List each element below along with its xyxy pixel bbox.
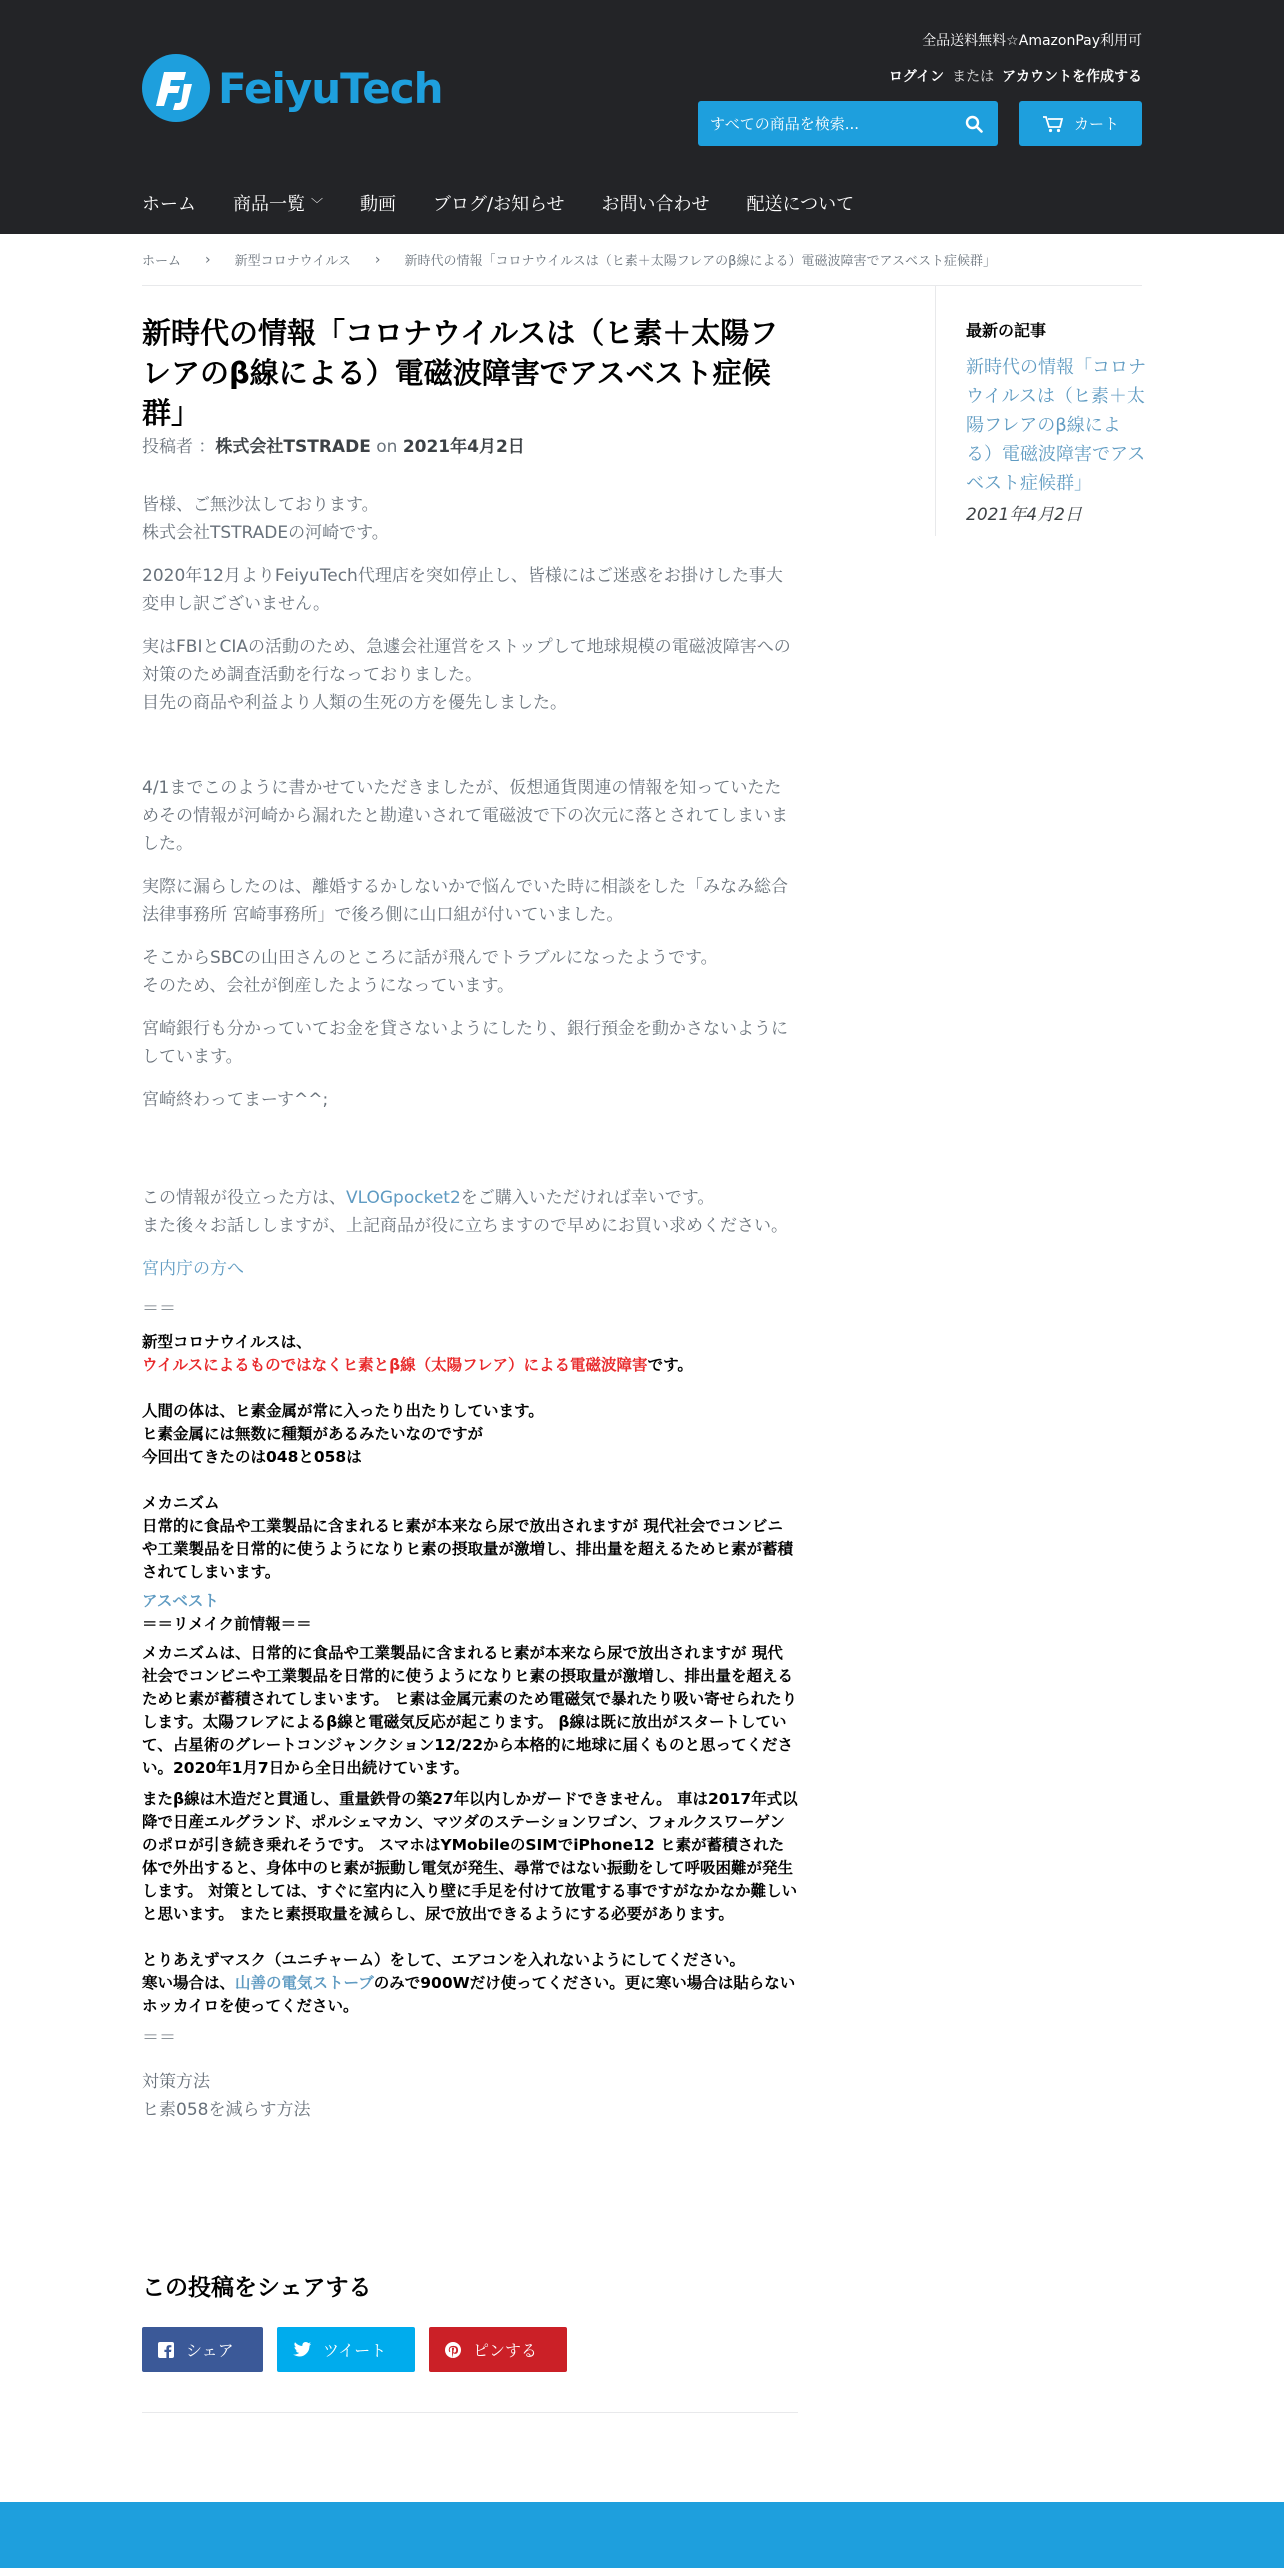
byline-on: on: [370, 437, 403, 457]
nav-blog[interactable]: ブログ/お知らせ: [433, 194, 565, 215]
paragraph: 実際に漏らしたのは、離婚するかしないかで悩んでいた時に相談をした「みなみ総合法律事務所 宮崎事務所」で後ろ側に山口組が付いていました。: [142, 877, 788, 925]
logo-text: FeiyuTech: [218, 63, 443, 113]
paragraph: そのため、会社が倒産したようになっています。: [142, 976, 514, 996]
facebook-icon: [158, 2342, 174, 2358]
breadcrumb: [142, 250, 996, 269]
cart-label: カート: [1073, 115, 1119, 133]
sidebar-article-date: 2021年4月2日: [966, 505, 1082, 525]
nav-home[interactable]: ホーム: [142, 194, 196, 215]
sidebar: [966, 318, 1146, 525]
paragraph: 4/1までこのように書かせていただきましたが、仮想通貨関連の情報を知っていたためその情報が河崎から漏れたと勘違いされて電磁波で下の次元に落とされてしまいました。: [142, 778, 788, 854]
stove-link[interactable]: 山善の電気ストーブ: [235, 1974, 374, 1992]
facebook-share-button[interactable]: [142, 2327, 263, 2372]
article-author: 株式会社TSTRADE: [215, 437, 371, 457]
separator-text: ＝＝: [142, 1299, 176, 1319]
login-link[interactable]: ログイン: [888, 69, 945, 85]
bold-paragraph: またβ線は木造だと貫通し、重量鉄骨の築27年以内しかガードできません。 車は2017年式以降で日産エルグランド、ポルシェマカン、マツダのステーションワゴン、フォルクスワーゲンのポロが引き続き乗れそうです。 スマホはYMobileのSIMでiPhone12 ヒ素が蓄積された体で外出すると、身体中のヒ素が振動し電気が発生、尋常ではない振動をして呼吸困難が発生します。 対策としては、すぐに室内に入り壁に手足を付けて放電する事ですがなかなか難しいと思います。 またヒ素摂取量を減らし、尿で放出できるようにする必要があります。: [142, 1790, 798, 1923]
promo-banner: 全品送料無料☆AmazonPay利用可: [922, 33, 1142, 49]
bold-paragraph: メカニズムは、日常的に食品や工業製品に含まれるヒ素が本来なら尿で放出されますが 現代社会でコンビニや工業製品を日常的に使うようになりヒ素の摂取量が激増し、排出量を超えるためヒ素が蓄積されてしまいます。 ヒ素は金属元素のため電磁気で暴れたり吸い寄せられたりします。太陽フレアによるβ線と電磁気反応が起こります。 β線は既に放出がスタートしていて、占星術のグレートコンジャンクション12/22から本格的に地球に届くものと思ってください。2020年1月7日から全日出続けています。: [142, 1644, 798, 1777]
paragraph: 宮崎銀行も分かっていてお金を貸さないようにしたり、銀行預金を動かさないようにしています。: [142, 1019, 788, 1067]
byline-prefix: 投稿者 ：: [142, 437, 216, 457]
nav-contact[interactable]: お問い合わせ: [601, 194, 710, 215]
logo[interactable]: [142, 54, 443, 122]
facebook-label: シェア: [186, 2341, 234, 2360]
paragraph: また後々お話ししますが、上記商品が役に立ちますので早めにお買い求めください。: [142, 1216, 788, 1236]
nav-shipping[interactable]: 配送について: [746, 194, 855, 215]
paragraph: ヒ素058を減らす方法: [142, 2100, 311, 2120]
breadcrumb-home[interactable]: ホーム: [142, 254, 182, 269]
bold-line: ヒ素金属には無数に種類があるみたいなのですが: [142, 1425, 484, 1443]
vlogpocket2-link[interactable]: VLOGpocket2: [346, 1188, 461, 1208]
separator-text: ＝＝: [142, 2028, 176, 2048]
paragraph: 対策方法: [142, 2072, 210, 2092]
asbestos-link[interactable]: アスベスト: [142, 1592, 219, 1610]
nav-video[interactable]: 動画: [360, 194, 397, 215]
paragraph: 宮崎終わってまーす^^;: [142, 1090, 329, 1110]
article-title: 新時代の情報「コロナウイルスは（ヒ素＋太陽フレアのβ線による）電磁波障害でアスベスト症候群」: [142, 316, 779, 430]
paragraph: 皆様、ご無沙汰しております。: [142, 495, 379, 515]
twitter-share-button[interactable]: [277, 2327, 415, 2372]
twitter-icon: [293, 2342, 311, 2357]
paragraph: 2020年12月よりFeiyuTech代理店を突如停止し、皆様にはご迷惑をお掛けした事大変申し訳ございません。: [142, 566, 783, 614]
create-account-link[interactable]: アカウントを作成する: [1002, 69, 1142, 85]
pinterest-label: ピンする: [473, 2341, 538, 2360]
main-nav: [142, 190, 891, 216]
text: のみで900Wだけ使ってください。更に寒い場合は貼らないホッカイロを使ってください。: [142, 1974, 796, 2015]
bold-line: 人間の体は、ヒ素金属が常に入ったり出たりしています。: [142, 1402, 544, 1420]
bold-line: メカニズム: [142, 1494, 220, 1512]
text: 寒い場合は、: [142, 1974, 236, 1992]
bold-paragraph: [142, 1972, 798, 2018]
kunaicho-link[interactable]: 宮内庁の方へ: [142, 1259, 244, 1279]
article: [142, 313, 798, 2124]
highlight-text: ウイルスによるものではなくヒ素とβ線（太陽フレア）による電磁波障害: [142, 1356, 648, 1374]
sidebar-heading: 最新の記事: [966, 321, 1047, 340]
site-header: [0, 0, 1284, 234]
sidebar-divider: [935, 286, 936, 536]
text: をご購入いただければ幸いです。: [460, 1188, 715, 1208]
share-heading: この投稿をシェアする: [142, 2275, 372, 2301]
bold-line: [142, 1354, 798, 1377]
article-byline: [142, 433, 798, 461]
logo-icon: [142, 54, 210, 122]
bold-line: 今回出てきたのは048と058は: [142, 1448, 362, 1466]
pinterest-icon: [445, 2342, 461, 2358]
bold-line: ＝＝リメイク前情報＝＝: [142, 1615, 312, 1633]
chevron-down-icon: ﹀: [311, 196, 324, 211]
breadcrumb-separator-icon: ›: [374, 251, 381, 268]
search-button[interactable]: [950, 101, 998, 146]
paragraph: 目先の商品や利益より人類の生死の方を優先しました。: [142, 693, 567, 713]
article-date: 2021年4月2日: [402, 437, 525, 457]
cart-icon: [1042, 115, 1064, 133]
nav-products-label: 商品一覧: [233, 194, 305, 215]
twitter-label: ツイート: [323, 2341, 387, 2360]
bold-paragraph: とりあえずマスク（ユニチャーム）をして、エアコンを入れないようにしてください。: [142, 1951, 745, 1969]
breadcrumb-current: 新時代の情報「コロナウイルスは（ヒ素＋太陽フレアのβ線による）電磁波障害でアスベスト症候群」: [404, 254, 996, 269]
divider: [142, 2412, 798, 2413]
divider: [142, 285, 1142, 286]
nav-products[interactable]: [233, 190, 323, 216]
site-footer: [0, 2502, 1284, 2568]
breadcrumb-category[interactable]: 新型コロナウイルス: [234, 254, 351, 269]
sidebar-article-link[interactable]: 新時代の情報「コロナウイルスは（ヒ素＋太陽フレアのβ線による）電磁波障害でアスベスト症候群」: [966, 357, 1146, 494]
paragraph: [142, 1184, 798, 1212]
paragraph: 実はFBIとCIAの活動のため、急遽会社運営をストップして地球規模の電磁波障害への対策のため調査活動を行なっておりました。: [142, 637, 791, 685]
search-input[interactable]: [698, 101, 948, 146]
cart-button[interactable]: [1019, 101, 1142, 146]
or-text: または: [952, 69, 995, 85]
text: です。: [647, 1356, 693, 1374]
search-icon: [965, 115, 983, 133]
pinterest-share-button[interactable]: [429, 2327, 567, 2372]
bold-paragraph: 日常的に食品や工業製品に含まれるヒ素が本来なら尿で放出されますが 現代社会でコンビニや工業製品を日常的に使うようになりヒ素の摂取量が激増し、排出量を超えるためヒ素が蓄積されてしまいます。: [142, 1517, 794, 1581]
paragraph: 株式会社TSTRADEの河崎です。: [142, 523, 389, 543]
text: この情報が役立った方は、: [142, 1188, 346, 1208]
bold-line: 新型コロナウイルスは、: [142, 1333, 312, 1351]
account-links: [889, 66, 1142, 86]
breadcrumb-separator-icon: ›: [205, 251, 211, 268]
search-form: [698, 101, 998, 146]
share-buttons: [142, 2327, 581, 2372]
paragraph: そこからSBCの山田さんのところに話が飛んでトラブルになったようです。: [142, 948, 718, 968]
